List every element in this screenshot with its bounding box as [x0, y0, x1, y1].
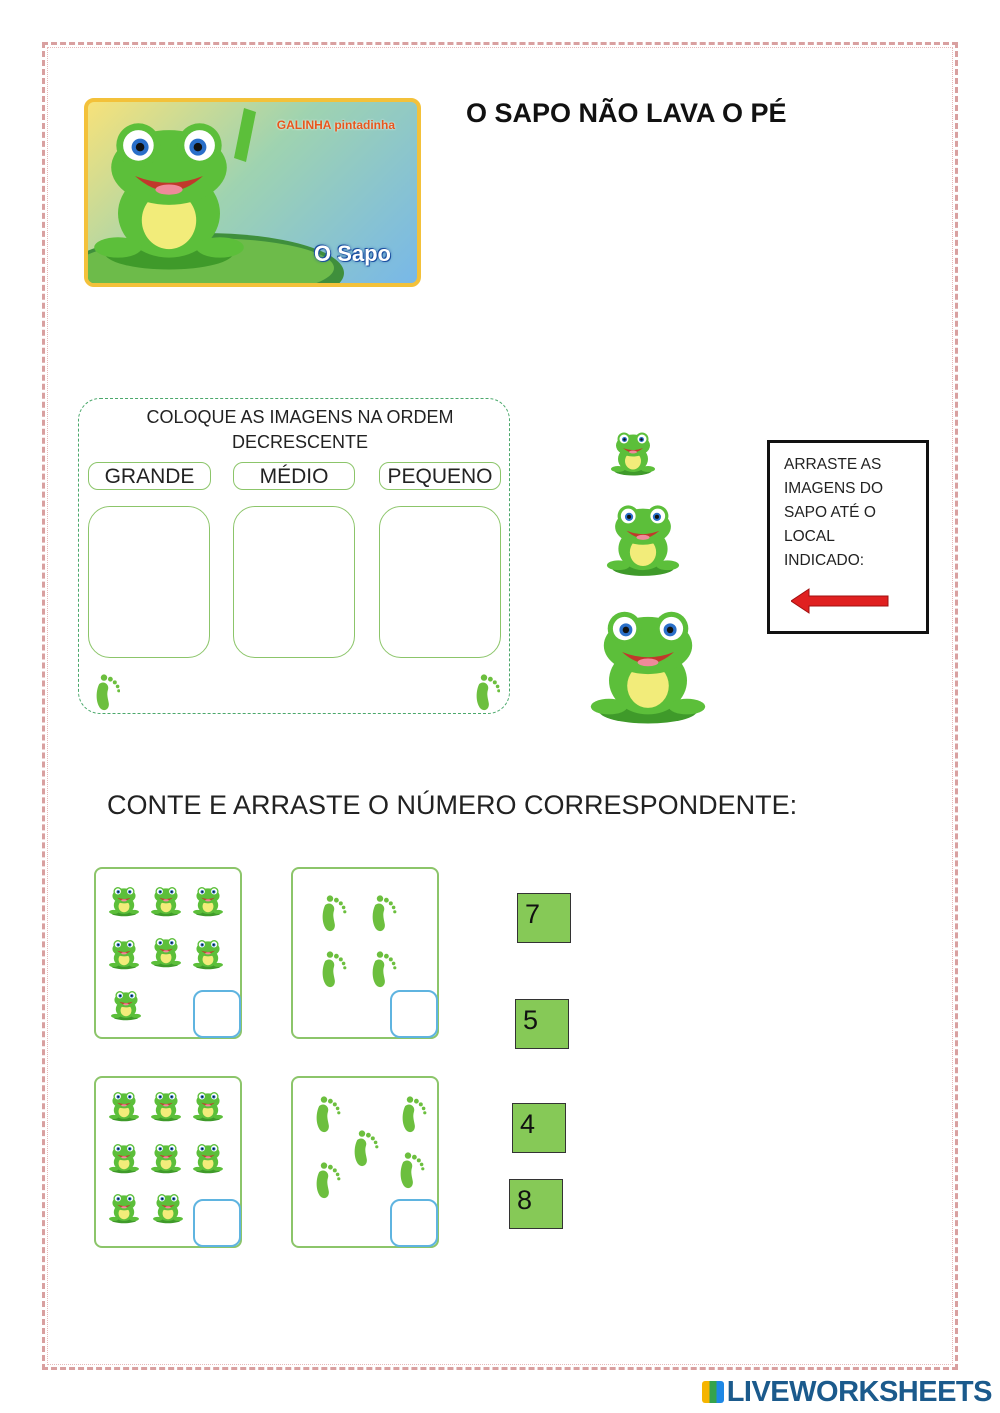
footprint-icon: [315, 893, 349, 933]
number-tile-5[interactable]: 5: [515, 999, 569, 1049]
footprint-icon: [309, 1160, 343, 1200]
liveworksheets-logo: [702, 1376, 992, 1409]
count-card-feet-4: [291, 867, 439, 1039]
footprint-icon: [365, 893, 399, 933]
frog-icon: [149, 1086, 183, 1126]
number-tile-7[interactable]: 7: [517, 893, 571, 943]
order-instruction: COLOQUE AS IMAGENS NA ORDEM DECRESCENTE: [146, 407, 454, 452]
drop-zone-medio[interactable]: [233, 506, 355, 658]
label-pequeno: PEQUENO: [379, 462, 501, 490]
footprint-icon: [315, 949, 349, 989]
drag-instruction-text: ARRASTE AS IMAGENS DO SAPO ATÉ O LOCAL INDICADO:: [784, 456, 884, 569]
footprint-icon: [347, 1128, 381, 1168]
count-title: CONTE E ARRASTE O NÚMERO CORRESPONDENTE:: [107, 790, 798, 820]
label-grande: GRANDE: [88, 462, 211, 490]
answer-slot[interactable]: [193, 990, 241, 1038]
frog-icon: [107, 1086, 141, 1126]
frog-icon: [191, 881, 225, 921]
frog-icon: [109, 985, 143, 1025]
frog-icon: [151, 1188, 185, 1228]
footprint-icon: [365, 949, 399, 989]
answer-slot[interactable]: [390, 990, 438, 1038]
count-card-feet-5: [291, 1076, 439, 1248]
frog-icon: [191, 934, 225, 974]
drop-zone-pequeno[interactable]: [379, 506, 501, 658]
frog-large-draggable[interactable]: [582, 600, 714, 730]
footprint-icon: [472, 672, 500, 712]
frog-icon: [149, 1138, 183, 1178]
drop-zone-grande[interactable]: [88, 506, 210, 658]
count-card-frogs-7: [94, 867, 242, 1039]
logo-mark-icon: [702, 1381, 724, 1403]
footprint-icon: [395, 1094, 429, 1134]
number-tile-8[interactable]: 8: [509, 1179, 563, 1229]
count-card-frogs-8: [94, 1076, 242, 1248]
frog-icon: [107, 1138, 141, 1178]
frog-icon: [107, 934, 141, 974]
label-medio: MÉDIO: [233, 462, 355, 490]
footprint-icon: [393, 1150, 427, 1190]
arrow-left-icon: [791, 588, 889, 614]
footprint-icon: [309, 1094, 343, 1134]
banner-image: [84, 98, 421, 287]
frog-medium-draggable[interactable]: [602, 498, 684, 580]
page-title: O SAPO NÃO LAVA O PÉ: [466, 98, 787, 128]
frog-icon: [107, 881, 141, 921]
answer-slot[interactable]: [390, 1199, 438, 1247]
banner-brand: GALINHA pintadinha: [276, 118, 395, 132]
frog-small-draggable[interactable]: [608, 428, 658, 478]
answer-slot[interactable]: [193, 1199, 241, 1247]
logo-text: LIVEWORKSHEETS: [726, 1376, 992, 1408]
frog-icon: [149, 932, 183, 972]
frog-icon: [191, 1086, 225, 1126]
number-tile-4[interactable]: 4: [512, 1103, 566, 1153]
footprint-icon: [92, 672, 120, 712]
banner-title: O Sapo: [313, 241, 391, 266]
frog-icon: [149, 881, 183, 921]
frog-icon: [191, 1138, 225, 1178]
frog-icon: [107, 1188, 141, 1228]
